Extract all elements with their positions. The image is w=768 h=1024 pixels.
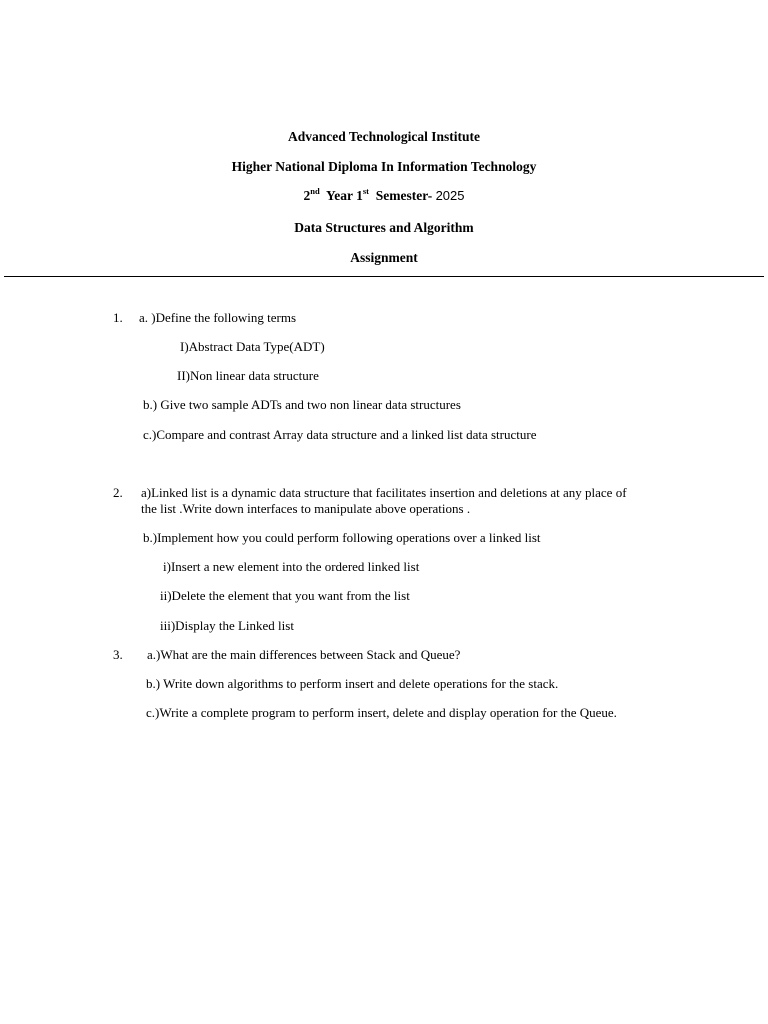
question-number: 2. xyxy=(113,485,123,500)
year-number-suffix: nd xyxy=(310,186,320,196)
question-3-part-b: b.) Write down algorithms to perform insert and delete operations for the stack. xyxy=(146,676,559,691)
question-number: 3. xyxy=(113,647,123,662)
year-word: Year 1 xyxy=(325,188,363,203)
question-number: 1. xyxy=(113,310,123,325)
question-2-part-a-line-1: a)Linked list is a dynamic data structure that facilitates insertion and deletions at any place of xyxy=(141,485,627,500)
question-1-term-ii: II)Non linear data structure xyxy=(177,368,319,383)
assignment-title: Assignment xyxy=(350,250,418,265)
year-word-suffix: st xyxy=(362,186,369,196)
question-2-op-iii: iii)Display the Linked list xyxy=(160,618,294,633)
question-2-op-ii: ii)Delete the element that you want from the list xyxy=(160,588,410,603)
subject-title: Data Structures and Algorithm xyxy=(294,220,474,235)
question-1-part-c: c.)Compare and contrast Array data structure and a linked list data structure xyxy=(143,427,537,442)
question-3-part-c: c.)Write a complete program to perform insert, delete and display operation for the Queue. xyxy=(146,705,617,720)
header-divider xyxy=(4,276,764,277)
question-1-part-b: b.) Give two sample ADTs and two non linear data structures xyxy=(143,397,461,412)
question-1-term-i: I)Abstract Data Type(ADT) xyxy=(180,339,325,354)
semester-label: Semester- xyxy=(375,188,433,203)
question-2-part-b: b.)Implement how you could perform following operations over a linked list xyxy=(143,530,541,545)
semester-year: 2025 xyxy=(435,188,465,203)
question-2-part-a-line-2: the list .Write down interfaces to manipulate above operations . xyxy=(141,501,471,516)
diploma-title: Higher National Diploma In Information Technology xyxy=(231,159,537,174)
question-1-part-a: a. )Define the following terms xyxy=(139,310,297,325)
question-2-op-i: i)Insert a new element into the ordered linked list xyxy=(163,559,420,574)
year-number: 2 xyxy=(303,188,311,203)
year-semester-line xyxy=(0,188,768,204)
question-3-part-a: a.)What are the main differences between Stack and Queue? xyxy=(147,647,461,662)
institute-title: Advanced Technological Institute xyxy=(287,129,481,144)
